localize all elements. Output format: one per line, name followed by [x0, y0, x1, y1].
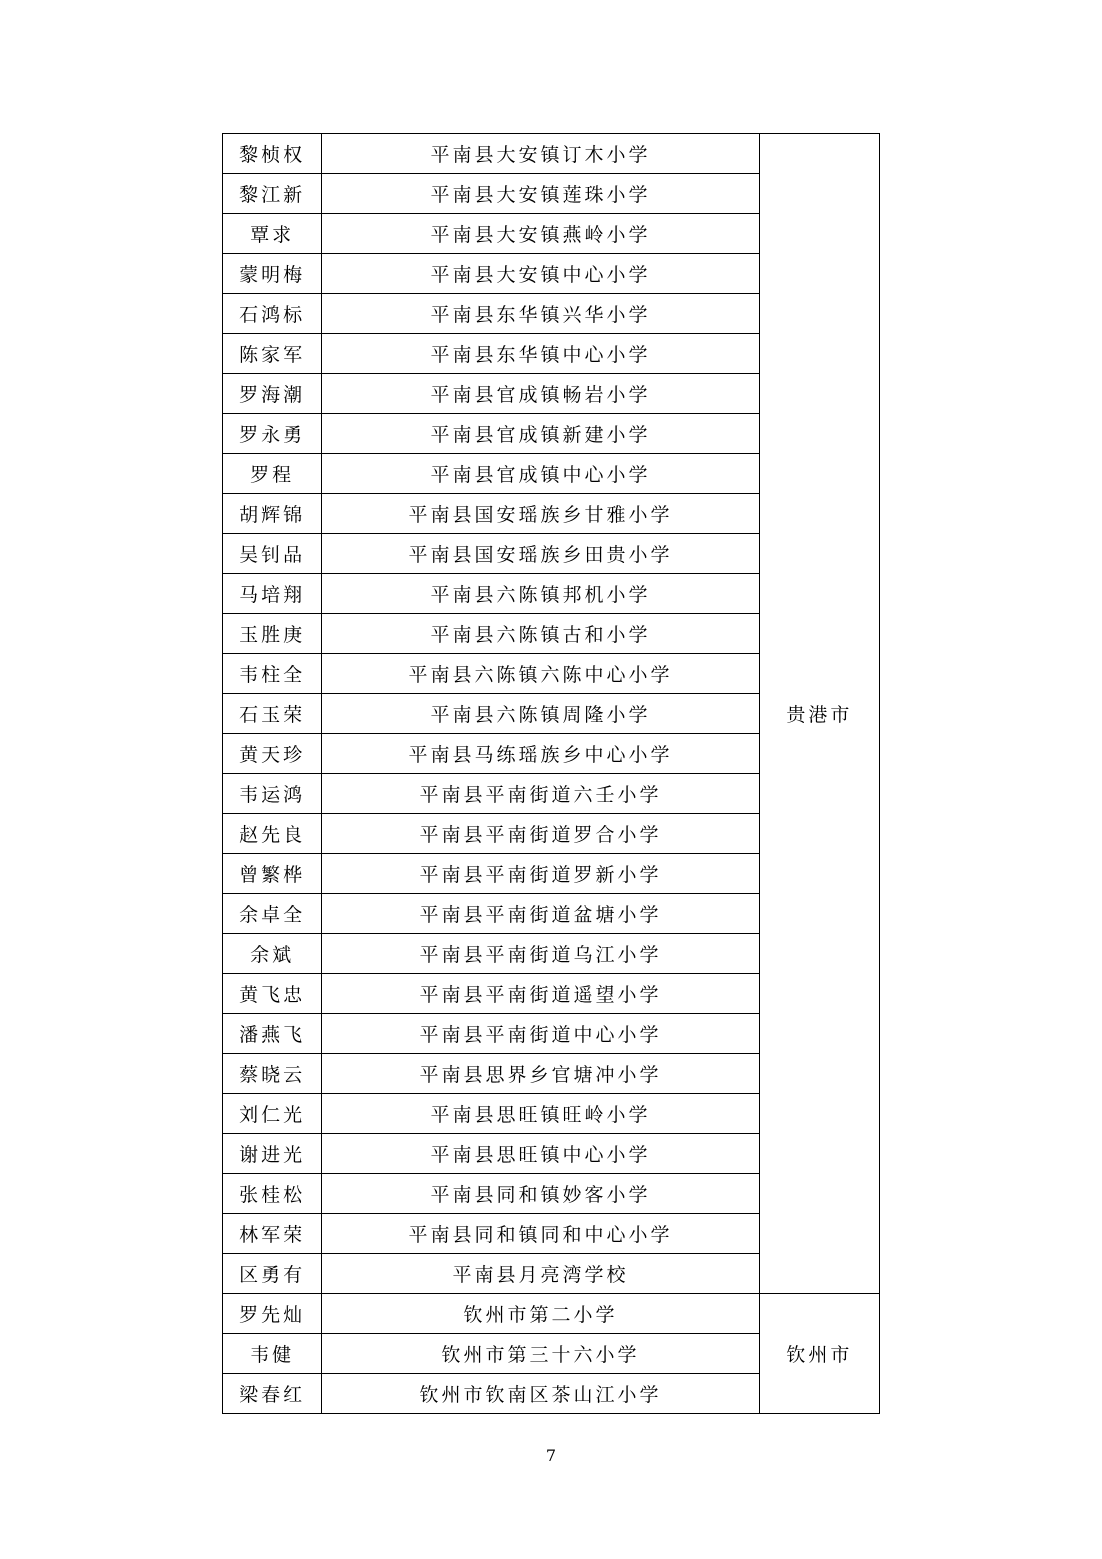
school-name-cell: 平南县平南街道罗合小学 — [322, 814, 760, 854]
teacher-name-cell: 余卓全 — [223, 894, 322, 934]
school-name-cell: 钦州市钦南区茶山江小学 — [322, 1374, 760, 1414]
school-name-cell: 平南县大安镇中心小学 — [322, 254, 760, 294]
teacher-name-cell: 韦柱全 — [223, 654, 322, 694]
table-body — [223, 134, 880, 1414]
teacher-name-cell: 余斌 — [223, 934, 322, 974]
school-name-cell: 平南县六陈镇六陈中心小学 — [322, 654, 760, 694]
school-name-cell: 平南县同和镇妙客小学 — [322, 1174, 760, 1214]
school-name-cell: 平南县国安瑶族乡甘雅小学 — [322, 494, 760, 534]
teacher-name-cell: 胡辉锦 — [223, 494, 322, 534]
school-name-cell: 钦州市第二小学 — [322, 1294, 760, 1334]
school-name-cell: 钦州市第三十六小学 — [322, 1334, 760, 1374]
teacher-name-cell: 潘燕飞 — [223, 1014, 322, 1054]
teacher-name-cell: 韦健 — [223, 1334, 322, 1374]
award-list-table — [222, 133, 880, 1414]
teacher-name-cell: 陈家军 — [223, 334, 322, 374]
teacher-name-cell: 谢进光 — [223, 1134, 322, 1174]
city-cell: 钦州市 — [759, 1294, 879, 1414]
school-name-cell: 平南县东华镇兴华小学 — [322, 294, 760, 334]
teacher-name-cell: 罗永勇 — [223, 414, 322, 454]
school-name-cell: 平南县官成镇畅岩小学 — [322, 374, 760, 414]
school-name-cell: 平南县官成镇新建小学 — [322, 414, 760, 454]
school-name-cell: 平南县大安镇莲珠小学 — [322, 174, 760, 214]
school-name-cell: 平南县平南街道乌江小学 — [322, 934, 760, 974]
school-name-cell: 平南县马练瑶族乡中心小学 — [322, 734, 760, 774]
school-name-cell: 平南县平南街道罗新小学 — [322, 854, 760, 894]
page-number: 7 — [545, 1446, 557, 1465]
school-name-cell: 平南县六陈镇邦机小学 — [322, 574, 760, 614]
teacher-name-cell: 罗海潮 — [223, 374, 322, 414]
school-name-cell: 平南县思界乡官塘冲小学 — [322, 1054, 760, 1094]
teacher-name-cell: 马培翔 — [223, 574, 322, 614]
teacher-name-cell: 罗程 — [223, 454, 322, 494]
table-row — [223, 134, 880, 174]
teacher-name-cell: 黎桢权 — [223, 134, 322, 174]
teacher-name-cell: 吴钊品 — [223, 534, 322, 574]
teacher-name-cell: 赵先良 — [223, 814, 322, 854]
teacher-name-cell: 覃求 — [223, 214, 322, 254]
school-name-cell: 平南县六陈镇周隆小学 — [322, 694, 760, 734]
school-name-cell: 平南县平南街道遥望小学 — [322, 974, 760, 1014]
table-row — [223, 1294, 880, 1334]
teacher-name-cell: 玉胜庚 — [223, 614, 322, 654]
teacher-name-cell: 黄飞忠 — [223, 974, 322, 1014]
school-name-cell: 平南县大安镇订木小学 — [322, 134, 760, 174]
city-cell: 贵港市 — [759, 134, 879, 1294]
school-name-cell: 平南县思旺镇中心小学 — [322, 1134, 760, 1174]
school-name-cell: 平南县月亮湾学校 — [322, 1254, 760, 1294]
school-name-cell: 平南县平南街道盆塘小学 — [322, 894, 760, 934]
school-name-cell: 平南县平南街道中心小学 — [322, 1014, 760, 1054]
teacher-name-cell: 石鸿标 — [223, 294, 322, 334]
school-name-cell: 平南县官成镇中心小学 — [322, 454, 760, 494]
teacher-name-cell: 蒙明梅 — [223, 254, 322, 294]
teacher-name-cell: 韦运鸿 — [223, 774, 322, 814]
teacher-name-cell: 张桂松 — [223, 1174, 322, 1214]
teacher-name-cell: 曾繁桦 — [223, 854, 322, 894]
teacher-name-cell: 刘仁光 — [223, 1094, 322, 1134]
school-name-cell: 平南县同和镇同和中心小学 — [322, 1214, 760, 1254]
teacher-name-cell: 黄天珍 — [223, 734, 322, 774]
school-name-cell: 平南县东华镇中心小学 — [322, 334, 760, 374]
school-name-cell: 平南县六陈镇古和小学 — [322, 614, 760, 654]
teacher-name-cell: 区勇有 — [223, 1254, 322, 1294]
school-name-cell: 平南县国安瑶族乡田贵小学 — [322, 534, 760, 574]
teacher-name-cell: 罗先灿 — [223, 1294, 322, 1334]
teacher-name-cell: 黎江新 — [223, 174, 322, 214]
school-name-cell: 平南县平南街道六壬小学 — [322, 774, 760, 814]
school-name-cell: 平南县大安镇燕岭小学 — [322, 214, 760, 254]
teacher-name-cell: 石玉荣 — [223, 694, 322, 734]
teacher-name-cell: 蔡晓云 — [223, 1054, 322, 1094]
school-name-cell: 平南县思旺镇旺岭小学 — [322, 1094, 760, 1134]
teacher-name-cell: 梁春红 — [223, 1374, 322, 1414]
teacher-name-cell: 林军荣 — [223, 1214, 322, 1254]
